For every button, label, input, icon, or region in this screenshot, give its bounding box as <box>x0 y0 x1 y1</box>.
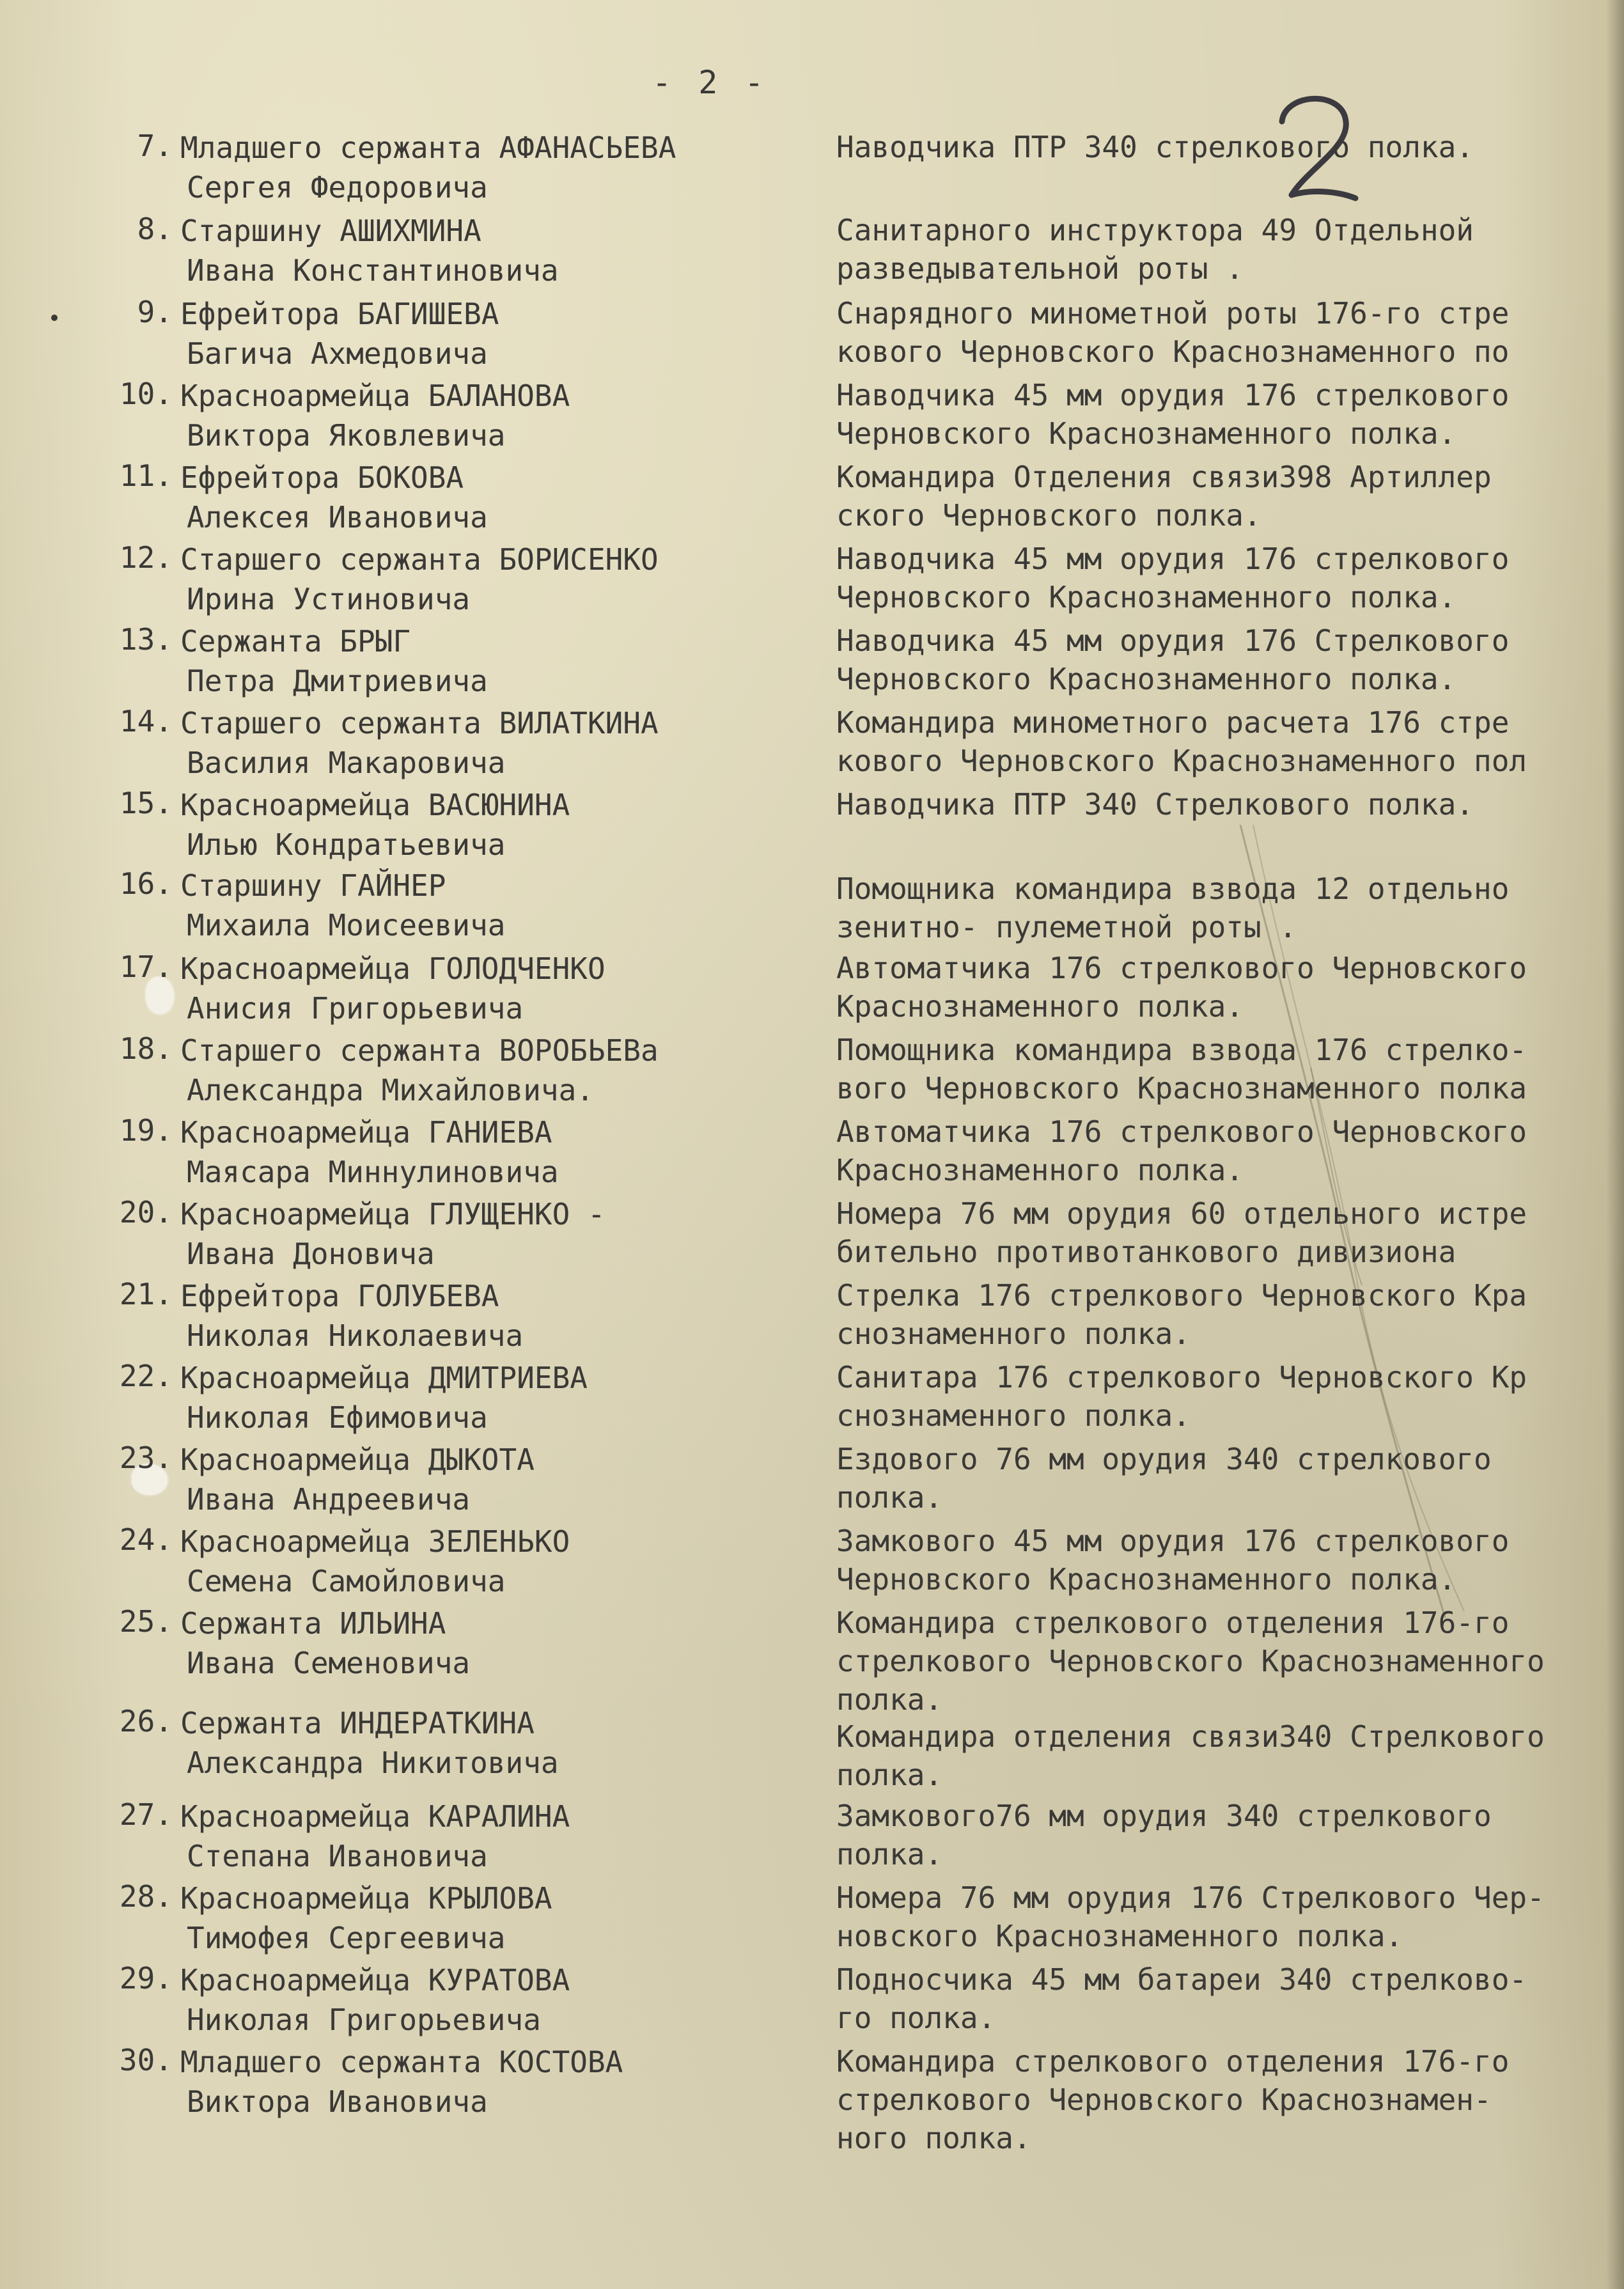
list-entry <box>0 949 1624 1031</box>
entry-role-line: Подносчика 45 мм батареи 340 стрелково- <box>836 1962 1527 1997</box>
list-entry <box>0 621 1624 703</box>
entry-role-line: Ездового 76 мм орудия 340 стрелкового <box>836 1442 1492 1476</box>
entry-given-names: Сергея Федоровича <box>187 170 488 205</box>
entry-role-line: Автоматчика 176 стрелкового Черновского <box>836 951 1527 985</box>
entry-given-names: Алексея Ивановича <box>187 500 488 535</box>
entry-rank-surname: Красноармейца КАРАЛИНА <box>180 1799 570 1834</box>
entry-role-line: кового Черновского Краснознаменного пол <box>836 744 1527 778</box>
list-entry <box>0 1703 1624 1792</box>
entry-given-names: Александра Никитовича <box>187 1746 559 1780</box>
list-entry <box>0 1358 1624 1440</box>
list-entry <box>0 1797 1624 1879</box>
entry-number: 16. <box>119 866 173 901</box>
entry-number: 27. <box>119 1797 173 1832</box>
list-entry <box>0 211 1624 293</box>
entry-given-names: Степана Ивановича <box>187 1839 488 1873</box>
entry-role-line: Помощника командира взвода 176 стрелко- <box>836 1033 1527 1067</box>
entry-role-line: Санитарного инструктора 49 Отдельной <box>836 213 1474 247</box>
entry-given-names: Илью Кондратьевича <box>187 827 506 862</box>
entry-role-line: Наводчика ПТР 340 стрелкового полка. <box>836 130 1474 164</box>
entry-role-line: стрелкового Черновского Краснознаменного <box>836 1644 1545 1678</box>
entry-given-names: Ивана Константиновича <box>187 253 559 288</box>
entry-rank-surname: Ефрейтора ГОЛУБЕВА <box>180 1279 499 1313</box>
entry-rank-surname: Старшину ГАЙНЕР <box>180 868 446 903</box>
entry-given-names: Петра Дмитриевича <box>187 664 488 698</box>
entry-role-line: Черновского Краснознаменного полка. <box>836 1562 1456 1597</box>
list-entry <box>0 703 1624 785</box>
entry-person <box>180 1358 820 1437</box>
entry-person <box>180 1604 820 1683</box>
entry-rank-surname: Красноармейца ДЫКОТА <box>180 1442 535 1477</box>
entry-role <box>836 1440 1616 1517</box>
entry-role-line: разведывательной роты . <box>836 251 1244 286</box>
entry-given-names: Багича Ахмедовича <box>187 336 488 371</box>
entry-person <box>180 949 820 1028</box>
entry-person <box>180 294 820 373</box>
list-entry <box>0 1960 1624 2042</box>
list-entry <box>0 376 1624 458</box>
entry-role-line: Стрелка 176 стрелкового Черновского Кра <box>836 1278 1527 1313</box>
entry-role-line: Наводчика ПТР 340 Стрелкового полка. <box>836 787 1474 822</box>
entry-role-line: ского Черновского полка. <box>836 498 1261 533</box>
page-number: - 2 - <box>652 64 768 101</box>
entry-role-line: Наводчика 45 мм орудия 176 стрелкового <box>836 542 1510 576</box>
entry-rank-surname: Сержанта ИНДЕРАТКИНА <box>180 1706 535 1740</box>
entry-person <box>180 211 820 290</box>
entry-given-names: Маясара Миннулиновича <box>187 1155 559 1189</box>
entry-given-names: Николая Николаевича <box>187 1318 524 1353</box>
entry-role-line: Черновского Краснознаменного полка. <box>836 580 1456 614</box>
entry-role <box>836 870 1616 946</box>
entry-rank-surname: Младшего сержанта АФАНАСЬЕВА <box>180 130 676 165</box>
entry-number: 7. <box>137 129 173 163</box>
entry-number: 25. <box>119 1604 173 1639</box>
entry-person <box>180 1960 820 2040</box>
entry-role-line: кового Черновского Краснознаменного по <box>836 334 1510 369</box>
entry-given-names: Виктора Ивановича <box>187 2084 488 2119</box>
entry-role <box>836 376 1616 453</box>
entry-number: 28. <box>119 1879 173 1914</box>
entry-role-line: ного полка. <box>836 2121 1031 2155</box>
entry-person <box>180 1276 820 1355</box>
entry-role-line: вого Черновского Краснознаменного полка <box>836 1071 1527 1105</box>
entry-role <box>836 540 1616 616</box>
entry-role-line: снознаменного полка. <box>836 1398 1191 1433</box>
list-entry <box>0 128 1624 210</box>
entry-rank-surname: Красноармейца КРЫЛОВА <box>180 1881 552 1916</box>
entry-role-line: бительно противотанкового дивизиона <box>836 1235 1456 1269</box>
entry-person <box>180 1031 820 1110</box>
entry-role-line: Помощника командира взвода 12 отдельно <box>836 871 1510 906</box>
entry-rank-surname: Старшего сержанта ВИЛАТКИНА <box>180 706 659 740</box>
entry-role-line: Номера 76 мм орудия 60 отдельного истре <box>836 1196 1527 1231</box>
entry-role-line: Командира минометного расчета 176 стре <box>836 705 1510 740</box>
entry-role <box>836 1276 1616 1353</box>
entry-number: 22. <box>119 1359 173 1393</box>
list-entry <box>0 1276 1624 1358</box>
entry-rank-surname: Красноармейца ГЛУЩЕНКО - <box>180 1197 605 1231</box>
entry-rank-surname: Старшего сержанта ВОРОБЬЕВа <box>180 1033 659 1068</box>
list-entry <box>0 2042 1624 2155</box>
entry-role-line: Снарядного минометной роты 176-го стре <box>836 296 1510 331</box>
entry-rank-surname: Красноармейца ГАНИЕВА <box>180 1115 552 1150</box>
entry-role <box>836 703 1616 780</box>
entry-given-names: Александра Михайловича. <box>187 1073 594 1107</box>
entry-role <box>836 1113 1616 1189</box>
entry-role <box>836 1797 1616 1873</box>
entry-person <box>180 1113 820 1192</box>
entry-role <box>836 1358 1616 1435</box>
entry-role-line: новского Краснознаменного полка. <box>836 1919 1403 1953</box>
entry-person <box>180 1797 820 1876</box>
entry-role <box>836 2042 1616 2157</box>
entry-person <box>180 621 820 701</box>
entry-role <box>836 1522 1616 1598</box>
entry-person <box>180 1879 820 1958</box>
entry-person <box>180 540 820 619</box>
entry-rank-surname: Красноармейца ГОЛОДЧЕНКО <box>180 951 605 986</box>
entry-number: 10. <box>119 377 173 411</box>
entry-role <box>836 785 1616 824</box>
entry-role-line: Командира стрелкового отделения 176-го <box>836 2044 1510 2079</box>
entry-role-line: полка. <box>836 1682 943 1717</box>
entry-rank-surname: Ефрейтора БАГИШЕВА <box>180 297 499 331</box>
entry-person <box>180 128 820 207</box>
entry-person <box>180 458 820 537</box>
entry-number: 11. <box>119 458 173 493</box>
entry-given-names: Василия Макаровича <box>187 746 506 780</box>
entry-role-line: стрелкового Черновского Краснознамен- <box>836 2082 1492 2117</box>
entry-rank-surname: Сержанта БРЫГ <box>180 624 411 659</box>
entry-rank-surname: Красноармейца ВАСЮНИНА <box>180 788 570 822</box>
entry-rank-surname: Красноармейца ЗЕЛЕНЬКО <box>180 1524 570 1559</box>
list-entry <box>0 1604 1624 1717</box>
entry-role-line: Командира отделения связи340 Стрелкового <box>836 1719 1545 1754</box>
list-entry <box>0 1031 1624 1113</box>
entry-number: 18. <box>119 1031 173 1066</box>
entry-role <box>836 128 1616 166</box>
entry-given-names: Анисия Григорьевича <box>187 991 524 1026</box>
entry-role-line: Санитара 176 стрелкового Черновского Кр <box>836 1360 1527 1394</box>
entry-role-line: Наводчика 45 мм орудия 176 стрелкового <box>836 378 1510 412</box>
entry-role-line: снознаменного полка. <box>836 1316 1191 1351</box>
entry-role-line: Черновского Краснознаменного полка. <box>836 662 1456 696</box>
entry-role-line: Номера 76 мм орудия 176 Стрелкового Чер- <box>836 1880 1545 1915</box>
entry-person <box>180 703 820 783</box>
entry-role <box>836 621 1616 698</box>
entry-role-line: Краснознаменного полка. <box>836 1153 1244 1187</box>
list-entry <box>0 1879 1624 1960</box>
entry-rank-surname: Красноармейца КУРАТОВА <box>180 1963 570 1997</box>
entry-person <box>180 866 820 945</box>
list-entry <box>0 866 1624 948</box>
entry-person <box>180 1194 820 1274</box>
entry-given-names: Ивана Семеновича <box>187 1646 471 1680</box>
entry-role <box>836 294 1616 371</box>
entry-role <box>836 1879 1616 1955</box>
entry-given-names: Николая Григорьевича <box>187 2003 541 2037</box>
entry-number: 12. <box>119 540 173 575</box>
entry-rank-surname: Младшего сержанта КОСТОВА <box>180 2045 623 2079</box>
entry-rank-surname: Старшего сержанта БОРИСЕНКО <box>180 542 659 577</box>
list-entry <box>0 540 1624 621</box>
entry-person <box>180 1522 820 1601</box>
entry-given-names: Ирина Устиновича <box>187 582 471 616</box>
entry-rank-surname: Красноармейца БАЛАНОВА <box>180 379 570 413</box>
entry-role-line: зенитно- пулеметной роты . <box>836 910 1297 944</box>
entry-rank-surname: Старшину АШИХМИНА <box>180 214 481 248</box>
entry-number: 20. <box>119 1195 173 1230</box>
entry-person <box>180 785 820 864</box>
entry-given-names: Тимофея Сергеевича <box>187 1921 506 1955</box>
entry-role <box>836 949 1616 1026</box>
entry-number: 23. <box>119 1441 173 1475</box>
entry-role <box>836 1604 1616 1719</box>
entry-number: 26. <box>119 1704 173 1738</box>
entry-role-line: Замкового76 мм орудия 340 стрелкового <box>836 1799 1492 1833</box>
entry-number: 15. <box>119 786 173 820</box>
entry-role-line: Наводчика 45 мм орудия 176 Стрелкового <box>836 623 1510 658</box>
entry-role <box>836 1960 1616 2037</box>
list-entry <box>0 1194 1624 1276</box>
entry-role-line: полка. <box>836 1758 943 1792</box>
entry-person <box>180 1703 820 1783</box>
entry-role-line: го полка. <box>836 2001 996 2035</box>
entry-given-names: Николая Ефимовича <box>187 1400 488 1435</box>
entry-rank-surname: Сержанта ИЛЬИНА <box>180 1606 446 1641</box>
entry-person <box>180 1440 820 1519</box>
entry-role-line: Автоматчика 176 стрелкового Черновского <box>836 1114 1527 1149</box>
entry-number: 8. <box>137 212 173 246</box>
entry-number: 13. <box>119 622 173 657</box>
entry-given-names: Ивана Андреевича <box>187 1482 471 1517</box>
entry-number: 29. <box>119 1961 173 1996</box>
entry-given-names: Виктора Яковлевича <box>187 418 506 453</box>
entry-role-line: Черновского Краснознаменного полка. <box>836 416 1456 451</box>
list-entry <box>0 1522 1624 1604</box>
entry-role-line: Замкового 45 мм орудия 176 стрелкового <box>836 1524 1510 1558</box>
list-entry <box>0 1440 1624 1522</box>
entry-role-line: полка. <box>836 1837 943 1871</box>
entry-number: 24. <box>119 1522 173 1557</box>
entry-role <box>836 458 1616 535</box>
entry-given-names: Михаила Моисеевича <box>187 908 506 942</box>
entry-number: 9. <box>137 295 173 329</box>
entry-role-line: Командира стрелкового отделения 176-го <box>836 1605 1510 1640</box>
entry-number: 21. <box>119 1277 173 1311</box>
entry-role <box>836 1717 1616 1794</box>
entry-role-line: Командира Отделения связи398 Артиллер <box>836 460 1492 494</box>
list-entry <box>0 458 1624 540</box>
entry-person <box>180 2042 820 2121</box>
entry-person <box>180 376 820 455</box>
entry-number: 14. <box>119 704 173 738</box>
entry-role <box>836 1031 1616 1107</box>
entry-rank-surname: Красноармейца ДМИТРИЕВА <box>180 1361 588 1395</box>
entry-number: 17. <box>119 949 173 984</box>
entry-given-names: Ивана Доновича <box>187 1237 435 1271</box>
entry-number: 30. <box>119 2043 173 2077</box>
entry-role <box>836 1194 1616 1271</box>
list-entry <box>0 294 1624 376</box>
entry-role <box>836 211 1616 288</box>
entry-number: 19. <box>119 1113 173 1148</box>
list-entry <box>0 1113 1624 1194</box>
list-entry <box>0 785 1624 867</box>
entry-given-names: Семена Самойловича <box>187 1564 506 1598</box>
entry-role-line: Краснознаменного полка. <box>836 989 1244 1024</box>
entry-role-line: полка. <box>836 1480 943 1515</box>
entry-rank-surname: Ефрейтора БОКОВА <box>180 460 464 495</box>
